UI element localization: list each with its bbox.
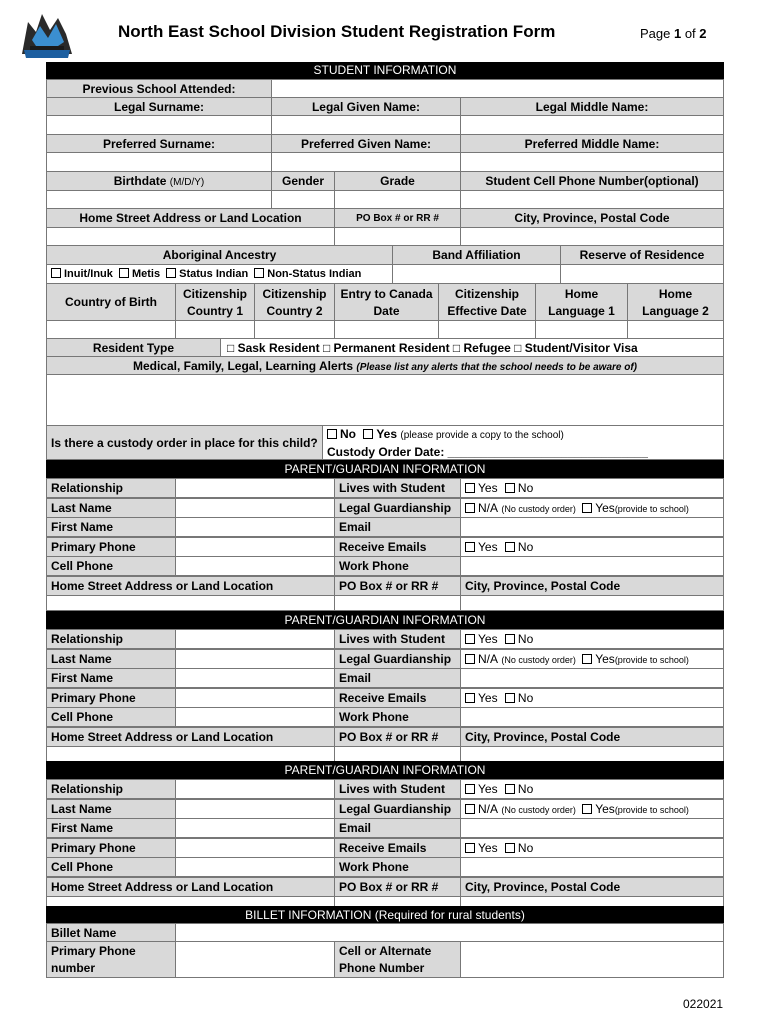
pobox-label: PO Box # or RR # xyxy=(334,208,461,228)
parent-3-primary-label: Primary Phone xyxy=(46,838,176,858)
parent-1-custody-yes-checkbox[interactable] xyxy=(582,503,592,513)
parent-3-receive-label: Receive Emails xyxy=(334,838,461,858)
billet-cell-field[interactable] xyxy=(460,941,724,978)
legal-given-label: Legal Given Name: xyxy=(271,97,461,116)
custody-no-checkbox[interactable] xyxy=(327,429,337,439)
parent-2-receive-label: Receive Emails xyxy=(334,688,461,708)
parent-2-info-bar: PARENT/GUARDIAN INFORMATION xyxy=(46,611,724,629)
parent-1-last-field[interactable] xyxy=(175,498,335,518)
grade-label: Grade xyxy=(334,171,461,191)
prev-school-label: Previous School Attended: xyxy=(46,79,272,98)
parent-2-first-field[interactable] xyxy=(175,668,335,688)
parent-3-lives-yes-checkbox[interactable] xyxy=(465,784,475,794)
home-language-1-field[interactable] xyxy=(535,320,628,339)
parent-2-relationship-label: Relationship xyxy=(46,629,176,649)
parent-2-receive-no-checkbox[interactable] xyxy=(505,693,515,703)
parent-2-work-label: Work Phone xyxy=(334,707,461,727)
citizenship-1-field[interactable] xyxy=(175,320,255,339)
city-field[interactable] xyxy=(460,227,724,246)
entry-canada-field[interactable] xyxy=(334,320,439,339)
parent-3-cellphone-label: Cell Phone xyxy=(46,857,176,877)
parent-1-relationship-field[interactable] xyxy=(175,478,335,498)
parent-3-lives-label: Lives with Student xyxy=(334,779,461,799)
student-cell-field[interactable] xyxy=(460,190,724,209)
non-status-indian-checkbox[interactable] xyxy=(254,268,264,278)
parent-1-relationship-label: Relationship xyxy=(46,478,176,498)
custody-date[interactable]: Custody Order Date: ______________________________ xyxy=(327,445,648,459)
parent-2-primary-field[interactable] xyxy=(175,688,335,708)
parent-3-relationship-label: Relationship xyxy=(46,779,176,799)
parent-2-last-label: Last Name xyxy=(46,649,176,669)
home-language-1-label: Home Language 1 xyxy=(535,283,628,321)
parent-2-lives-no-checkbox[interactable] xyxy=(505,634,515,644)
parent-1-na-checkbox[interactable] xyxy=(465,503,475,513)
parent-2-relationship-field[interactable] xyxy=(175,629,335,649)
parent-1-receive-yes-checkbox[interactable] xyxy=(465,542,475,552)
prev-school-field[interactable] xyxy=(271,79,724,98)
parent-2-last-field[interactable] xyxy=(175,649,335,669)
custody-answer[interactable]: No Yes (please provide a copy to the school) Custody Order Date: ______________________________ xyxy=(322,425,724,460)
custody-yes-checkbox[interactable] xyxy=(363,429,373,439)
parent-1-first-field[interactable] xyxy=(175,517,335,537)
parent-3-receive-value[interactable]: Yes No xyxy=(460,838,724,858)
billet-primary-field[interactable] xyxy=(175,941,335,978)
parent-2-primary-label: Primary Phone xyxy=(46,688,176,708)
parent-2-home-address-field[interactable] xyxy=(46,746,335,762)
inuit-checkbox[interactable] xyxy=(51,268,61,278)
parent-1-email-value[interactable] xyxy=(460,517,724,537)
country-birth-label: Country of Birth xyxy=(46,283,176,321)
pref-given-field[interactable] xyxy=(271,152,461,172)
parent-3-cellphone-field[interactable] xyxy=(175,857,335,877)
parent-1-home-address-label: Home Street Address or Land Location xyxy=(46,576,335,596)
pref-surname-field[interactable] xyxy=(46,152,272,172)
billet-name-label: Billet Name xyxy=(46,923,176,942)
alerts-field[interactable] xyxy=(46,374,724,426)
citizenship-2-field[interactable] xyxy=(254,320,335,339)
alerts-label: Medical, Family, Legal, Learning Alerts (Please list any alerts that the school needs to be aware of) xyxy=(46,356,724,375)
reserve-label: Reserve of Residence xyxy=(560,245,724,265)
parent-1-legal-label: Legal Guardianship xyxy=(334,498,461,518)
band-field[interactable] xyxy=(392,264,561,284)
parent-1-work-label: Work Phone xyxy=(334,556,461,576)
billet-cell-label: Cell or Alternate Phone Number xyxy=(334,941,461,978)
aboriginal-label: Aboriginal Ancestry xyxy=(46,245,393,265)
parent-3-first-field[interactable] xyxy=(175,818,335,838)
parent-3-work-label: Work Phone xyxy=(334,857,461,877)
parent-1-work-value[interactable] xyxy=(460,556,724,576)
parent-1-lives-label: Lives with Student xyxy=(334,478,461,498)
page-indicator: Page 1 of 2 xyxy=(640,26,707,41)
billet-name-field[interactable] xyxy=(175,923,724,942)
parent-3-custody-yes-checkbox[interactable] xyxy=(582,804,592,814)
parent-2-home-address-label: Home Street Address or Land Location xyxy=(46,727,335,747)
pref-surname-label: Preferred Surname: xyxy=(46,134,272,153)
parent-2-lives-label: Lives with Student xyxy=(334,629,461,649)
billet-primary-label: Primary Phone number xyxy=(46,941,176,978)
parent-2-receive-value[interactable]: Yes No xyxy=(460,688,724,708)
resident-type-options[interactable]: □ Sask Resident □ Permanent Resident □ Refugee □ Student/Visitor Visa xyxy=(220,338,724,357)
parent-3-last-field[interactable] xyxy=(175,799,335,819)
legal-given-field[interactable] xyxy=(271,115,461,135)
legal-surname-label: Legal Surname: xyxy=(46,97,272,116)
parent-1-pobox-field[interactable] xyxy=(334,595,461,611)
parent-2-email-label: Email xyxy=(334,668,461,688)
parent-1-lives-value[interactable]: Yes No xyxy=(460,478,724,498)
parent-3-lives-no-checkbox[interactable] xyxy=(505,784,515,794)
pref-middle-field[interactable] xyxy=(460,152,724,172)
parent-2-lives-yes-checkbox[interactable] xyxy=(465,634,475,644)
parent-1-home-address-field[interactable] xyxy=(46,595,335,611)
parent-1-primary-field[interactable] xyxy=(175,537,335,557)
parent-1-pobox-label: PO Box # or RR # xyxy=(334,576,461,596)
parent-1-receive-no-checkbox[interactable] xyxy=(505,542,515,552)
parent-2-email-value[interactable] xyxy=(460,668,724,688)
parent-3-na-checkbox[interactable] xyxy=(465,804,475,814)
birthdate-label: Birthdate (M/D/Y) xyxy=(46,171,272,191)
parent-2-cellphone-label: Cell Phone xyxy=(46,707,176,727)
parent-3-lives-value[interactable]: Yes No xyxy=(460,779,724,799)
legal-middle-field[interactable] xyxy=(460,115,724,135)
parent-1-info-bar: PARENT/GUARDIAN INFORMATION xyxy=(46,460,724,478)
legal-middle-label: Legal Middle Name: xyxy=(460,97,724,116)
parent-1-primary-label: Primary Phone xyxy=(46,537,176,557)
student-info-bar: STUDENT INFORMATION xyxy=(46,62,724,79)
school-division-logo xyxy=(18,10,76,62)
parent-2-first-label: First Name xyxy=(46,668,176,688)
birthdate-field[interactable] xyxy=(46,190,272,209)
parent-1-email-label: Email xyxy=(334,517,461,537)
form-code: 022021 xyxy=(683,997,724,1011)
metis-checkbox[interactable] xyxy=(119,268,129,278)
pref-middle-label: Preferred Middle Name: xyxy=(460,134,724,153)
student-cell-label: Student Cell Phone Number(optional) xyxy=(460,171,724,191)
citizenship-2-label: Citizenship Country 2 xyxy=(254,283,335,321)
parent-2-legal-value[interactable]: N/A (No custody order) Yes(provide to school) xyxy=(460,649,724,669)
resident-type-label: Resident Type xyxy=(46,338,221,357)
home-address-label: Home Street Address or Land Location xyxy=(46,208,335,228)
parent-1-first-label: First Name xyxy=(46,517,176,537)
parent-1-receive-label: Receive Emails xyxy=(334,537,461,557)
parent-3-email-value[interactable] xyxy=(460,818,724,838)
parent-1-cellphone-label: Cell Phone xyxy=(46,556,176,576)
parent-2-na-checkbox[interactable] xyxy=(465,654,475,664)
home-address-field[interactable] xyxy=(46,227,335,246)
parent-3-legal-value[interactable]: N/A (No custody order) Yes(provide to school) xyxy=(460,799,724,819)
parent-2-pobox-value[interactable]: City, Province, Postal Code xyxy=(460,727,724,747)
parent-3-email-label: Email xyxy=(334,818,461,838)
parent-2-legal-label: Legal Guardianship xyxy=(334,649,461,669)
parent-1-lives-no-checkbox[interactable] xyxy=(505,483,515,493)
parent-3-pobox-label: PO Box # or RR # xyxy=(334,877,461,897)
parent-1-pobox-value[interactable]: City, Province, Postal Code xyxy=(460,576,724,596)
parent-3-home-address-label: Home Street Address or Land Location xyxy=(46,877,335,897)
parent-1-cellphone-field[interactable] xyxy=(175,556,335,576)
parent-3-legal-label: Legal Guardianship xyxy=(334,799,461,819)
home-language-2-field[interactable] xyxy=(627,320,724,339)
parent-2-lives-value[interactable]: Yes No xyxy=(460,629,724,649)
reserve-field[interactable] xyxy=(560,264,724,284)
parent-3-pobox-value[interactable]: City, Province, Postal Code xyxy=(460,877,724,897)
citizenship-effective-label: Citizenship Effective Date xyxy=(438,283,536,321)
parent-2-pobox-label: PO Box # or RR # xyxy=(334,727,461,747)
parent-2-pobox-field[interactable] xyxy=(334,746,461,762)
citizenship-effective-field[interactable] xyxy=(438,320,536,339)
grade-field[interactable] xyxy=(334,190,461,209)
country-birth-field[interactable] xyxy=(46,320,176,339)
status-indian-checkbox[interactable] xyxy=(166,268,176,278)
parent-2-work-value[interactable] xyxy=(460,707,724,727)
billet-info-bar: BILLET INFORMATION (Required for rural students) xyxy=(46,906,724,924)
parent-3-receive-yes-checkbox[interactable] xyxy=(465,843,475,853)
parent-3-relationship-field[interactable] xyxy=(175,779,335,799)
parent-1-lives-yes-checkbox[interactable] xyxy=(465,483,475,493)
city-label: City, Province, Postal Code xyxy=(460,208,724,228)
band-label: Band Affiliation xyxy=(392,245,561,265)
parent-3-primary-field[interactable] xyxy=(175,838,335,858)
pref-given-label: Preferred Given Name: xyxy=(271,134,461,153)
citizenship-1-label: Citizenship Country 1 xyxy=(175,283,255,321)
parent-2-cellphone-field[interactable] xyxy=(175,707,335,727)
parent-2-receive-yes-checkbox[interactable] xyxy=(465,693,475,703)
pobox-field[interactable] xyxy=(334,227,461,246)
parent-3-receive-no-checkbox[interactable] xyxy=(505,843,515,853)
parent-1-city-field[interactable] xyxy=(460,595,724,611)
parent-1-last-label: Last Name xyxy=(46,498,176,518)
gender-label: Gender xyxy=(271,171,335,191)
parent-2-custody-yes-checkbox[interactable] xyxy=(582,654,592,664)
parent-1-legal-value[interactable]: N/A (No custody order) Yes(provide to school) xyxy=(460,498,724,518)
parent-3-last-label: Last Name xyxy=(46,799,176,819)
home-language-2-label: Home Language 2 xyxy=(627,283,724,321)
parent-3-work-value[interactable] xyxy=(460,857,724,877)
parent-3-info-bar: PARENT/GUARDIAN INFORMATION xyxy=(46,761,724,779)
legal-surname-field[interactable] xyxy=(46,115,272,135)
parent-1-receive-value[interactable]: Yes No xyxy=(460,537,724,557)
parent-3-first-label: First Name xyxy=(46,818,176,838)
form-title: North East School Division Student Registration Form xyxy=(118,22,556,41)
ancestry-options[interactable]: Inuit/Inuk Metis Status Indian Non-Status Indian xyxy=(46,264,393,284)
entry-canada-label: Entry to Canada Date xyxy=(334,283,439,321)
custody-question: Is there a custody order in place for this child? xyxy=(46,425,323,460)
parent-2-city-field[interactable] xyxy=(460,746,724,762)
gender-field[interactable] xyxy=(271,190,335,209)
